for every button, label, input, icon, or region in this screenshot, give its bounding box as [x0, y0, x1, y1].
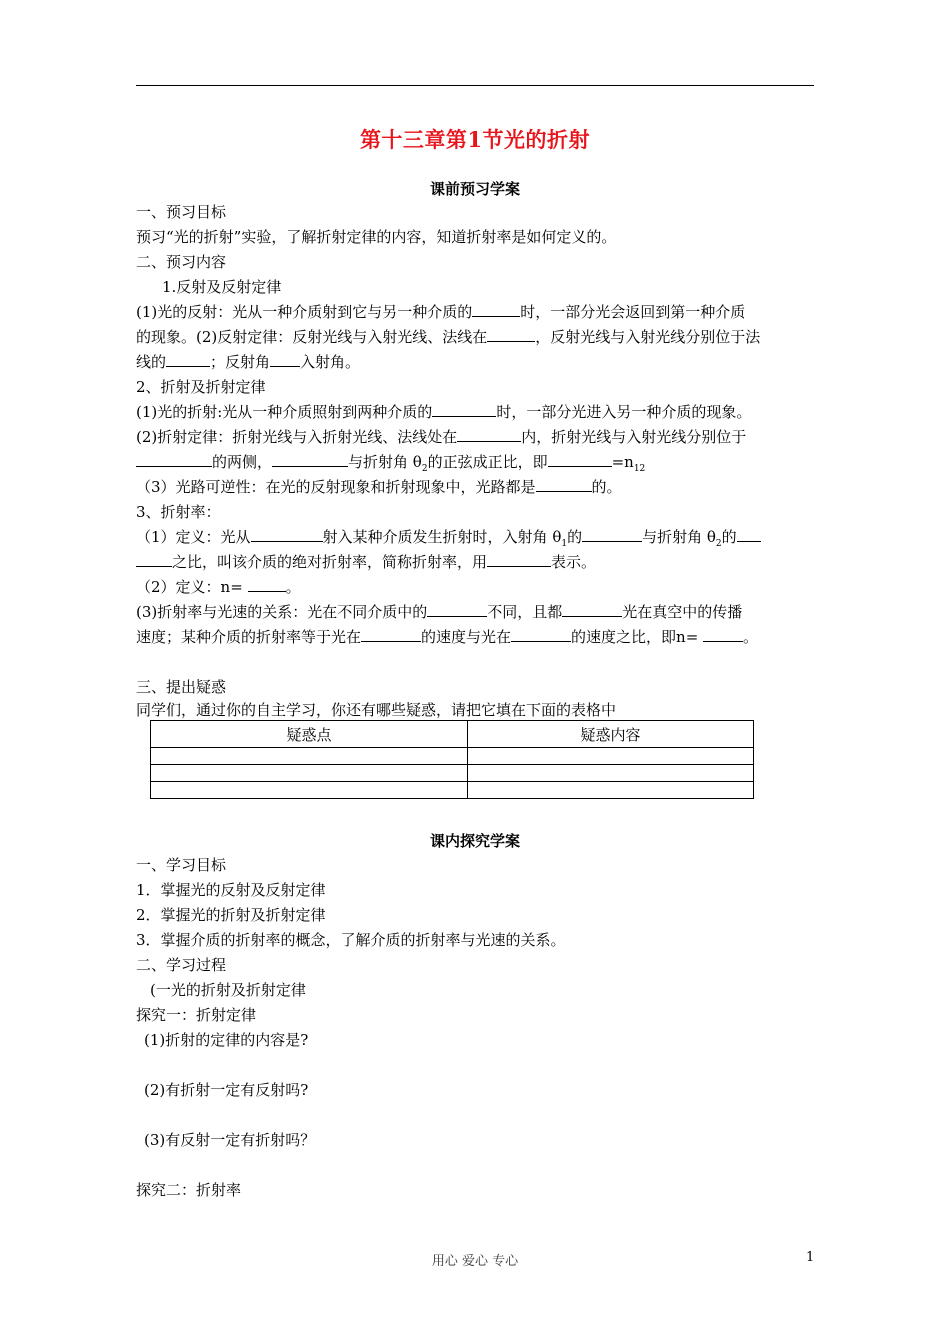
text: ；反射角: [210, 353, 271, 371]
inclass-heading: 课内探究学案: [429, 832, 520, 850]
blank[interactable]: [536, 477, 592, 492]
text: （3）光路可逆性：在光的反射现象和折射现象中，光路都是: [136, 478, 536, 496]
page-number: 1: [806, 1250, 815, 1265]
blank[interactable]: [136, 552, 172, 567]
paragraph-line: [136, 627, 826, 647]
blank[interactable]: [487, 327, 535, 342]
text: 的: [567, 528, 583, 546]
text: (1)光的反射：光从一种介质射到它与另一种介质的: [136, 303, 473, 321]
question: (1)折射的定律的内容是?: [144, 1031, 309, 1049]
blank[interactable]: [270, 352, 300, 367]
text: 线的: [136, 353, 167, 371]
text: (1)光的折射:光从一种介质照射到两种介质的: [136, 403, 433, 421]
page-footer: 用心 爱心 专心: [431, 1254, 519, 1269]
subsection-heading: 1.反射及反射定律: [162, 278, 282, 296]
blank[interactable]: [166, 352, 210, 367]
text: 光在真空中的传播: [622, 603, 743, 621]
table-row: [151, 748, 754, 765]
subsection-heading: 2、折射及折射定律: [136, 378, 266, 396]
subscript: 2: [421, 464, 428, 474]
text: =n: [611, 453, 634, 471]
list-item: 3．掌握介质的折射率的概念，了解介质的折射率与光速的关系。: [136, 931, 566, 949]
blank[interactable]: [562, 602, 622, 617]
section-heading: 二、学习过程: [136, 956, 227, 974]
text: 之比，叫该介质的绝对折射率，简称折射率，用: [172, 553, 488, 571]
table-row: [151, 782, 754, 799]
paragraph-line: [136, 302, 826, 322]
blank[interactable]: [487, 552, 551, 567]
table-cell[interactable]: [151, 748, 468, 765]
header-rule: [136, 85, 814, 86]
table-cell[interactable]: [468, 748, 754, 765]
explore-heading: 探究二：折射率: [136, 1181, 242, 1199]
subscript: 2: [715, 539, 722, 549]
text: 的。: [591, 478, 622, 496]
text: 的速度之比，即n=: [571, 628, 699, 646]
question-table: [150, 720, 754, 799]
text: 的速度与光在: [421, 628, 512, 646]
paragraph-line: [136, 552, 826, 572]
text: 表示。: [551, 553, 597, 571]
blank[interactable]: [511, 627, 571, 642]
text: 。: [743, 628, 759, 646]
paragraph-line: [136, 577, 826, 597]
section-heading: 一、预习目标: [136, 203, 227, 221]
text: （2）定义：n=: [136, 578, 243, 596]
table-cell[interactable]: [151, 782, 468, 799]
blank[interactable]: [427, 602, 487, 617]
text: 与折射角 θ: [642, 528, 716, 546]
text: 与折射角 θ: [348, 453, 422, 471]
subsection-heading: 3、折射率：: [136, 503, 221, 521]
table-header: 疑惑点: [151, 721, 468, 748]
text: 射入某种介质发生折射时，入射角 θ: [322, 528, 562, 546]
text: (2)折射定律：折射光线与入折射光线、法线处在: [136, 428, 458, 446]
subscript: 1: [561, 539, 568, 549]
table-header-row: [151, 721, 754, 748]
blank[interactable]: [251, 527, 323, 542]
text: （1）定义：光从: [136, 528, 251, 546]
paragraph-line: [136, 527, 826, 554]
text: ，反射光线与入射光线分别位于法: [535, 328, 761, 346]
text: 内，折射光线与入射光线分别位于: [521, 428, 747, 446]
blank[interactable]: [582, 527, 642, 542]
paragraph: 同学们，通过你的自主学习，你还有哪些疑惑，请把它填在下面的表格中: [136, 701, 617, 719]
blank[interactable]: [737, 527, 761, 542]
blank[interactable]: [248, 577, 286, 592]
text: 时，一部分光会返回到第一种介质: [520, 303, 746, 321]
paragraph-line: [136, 602, 826, 622]
blank[interactable]: [548, 452, 612, 467]
table-row: [151, 765, 754, 782]
text: (3)折射率与光速的关系：光在不同介质中的: [136, 603, 428, 621]
text: 的两侧，: [212, 453, 273, 471]
text: 的正弦成正比，即: [427, 453, 548, 471]
explore-heading: 探究一：折射定律: [136, 1006, 257, 1024]
blank[interactable]: [361, 627, 421, 642]
paragraph-line: [136, 327, 826, 347]
section-heading: 一、学习目标: [136, 856, 227, 874]
blank[interactable]: [272, 452, 348, 467]
paragraph-line: [136, 427, 826, 447]
question: (3)有反射一定有折射吗？: [144, 1131, 316, 1149]
page-title: 第十三章第1节光的折射: [359, 127, 591, 152]
preview-heading: 课前预习学案: [429, 180, 520, 198]
text: 速度；某种介质的折射率等于光在: [136, 628, 362, 646]
blank[interactable]: [136, 452, 212, 467]
blank[interactable]: [432, 402, 496, 417]
table-cell[interactable]: [151, 765, 468, 782]
blank[interactable]: [703, 627, 743, 642]
text: 时，一部分光进入另一种介质的现象。: [496, 403, 752, 421]
paragraph: 预习“光的折射”实验，了解折射定律的内容，知道折射率是如何定义的。: [136, 228, 617, 246]
table-cell[interactable]: [468, 782, 754, 799]
paragraph-line: [136, 352, 826, 372]
blank[interactable]: [472, 302, 520, 317]
question: (2)有折射一定有反射吗?: [144, 1081, 309, 1099]
blank[interactable]: [457, 427, 521, 442]
paragraph-line: [136, 402, 826, 422]
table-header: 疑惑内容: [468, 721, 754, 748]
paragraph-line: [136, 452, 826, 479]
text: 的: [721, 528, 737, 546]
list-item: 2．掌握光的折射及折射定律: [136, 906, 326, 924]
text: 。: [285, 578, 301, 596]
subscript: 12: [633, 464, 646, 474]
table-cell[interactable]: [468, 765, 754, 782]
list-item: 1．掌握光的反射及反射定律: [136, 881, 326, 899]
paragraph-line: [136, 477, 826, 497]
subsection-heading: (一光的折射及折射定律: [150, 981, 306, 999]
section-heading: 二、预习内容: [136, 253, 227, 271]
text: 入射角。: [300, 353, 361, 371]
text: 的现象。(2)反射定律：反射光线与入射光线、法线在: [136, 328, 488, 346]
section-heading: 三、提出疑惑: [136, 678, 227, 696]
text: 不同，且都: [487, 603, 563, 621]
